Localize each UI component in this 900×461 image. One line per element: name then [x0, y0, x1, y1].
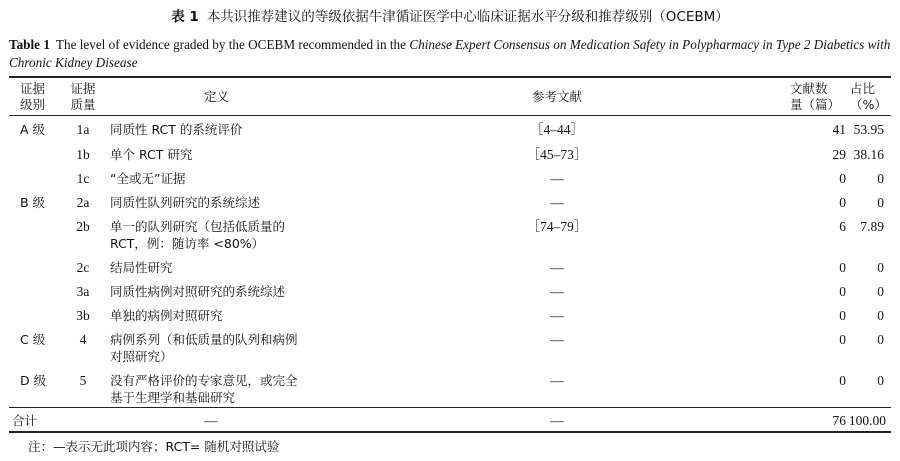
header-definition: 定义	[204, 89, 230, 104]
total-quality: —	[204, 413, 218, 428]
row-count: 0	[839, 260, 846, 275]
row-reference: —	[550, 195, 564, 210]
row-reference: ［4–44］	[530, 122, 584, 137]
table-label-cn: 表 1	[171, 9, 199, 25]
row-definition: 同质性 RCT 的系统评价	[110, 122, 243, 137]
header-count: 文献数 量（篇）	[790, 81, 841, 112]
row-reference: ［45–73］	[526, 147, 588, 162]
row-quality: 2c	[76, 260, 90, 275]
row-definition: 同质性队列研究的系统综述	[110, 195, 261, 210]
row-definition: 单一的队列研究（包括低质量的 RCT，例：随访率 <80%）	[110, 219, 286, 251]
header-percent: 占比 （%）	[850, 81, 887, 112]
row-percent: 0	[877, 284, 884, 299]
row-count: 0	[839, 373, 846, 388]
total-percent: 100.00	[848, 413, 886, 428]
row-percent: 0	[877, 332, 884, 347]
row-reference: —	[550, 171, 564, 186]
row-quality: 5	[79, 373, 87, 388]
row-quality: 3b	[76, 308, 90, 323]
total-rule	[9, 407, 891, 408]
row-count: 0	[839, 171, 846, 186]
row-level: B 级	[20, 195, 46, 210]
row-quality: 1a	[76, 122, 90, 137]
row-reference: —	[550, 308, 564, 323]
row-count: 0	[839, 332, 846, 347]
header-reference: 参考文献	[531, 89, 582, 104]
row-count: 6	[839, 219, 846, 234]
table-title-en-italic: Chinese Expert Consensus on Medication Safety in Polypharmacy in Type 2 Diabetics with Chronic Kidney Disease	[9, 37, 891, 70]
table-label-en: Table 1	[9, 37, 50, 52]
row-percent: 0	[877, 171, 884, 186]
header-quality: 证据 质量	[70, 81, 96, 112]
row-percent: 38.16	[853, 147, 884, 162]
row-definition: 单独的病例对照研究	[110, 308, 223, 323]
table-bottom-rule	[9, 431, 891, 433]
row-percent: 53.95	[853, 122, 884, 137]
row-percent: 0	[877, 260, 884, 275]
total-count: 76	[832, 413, 846, 428]
table-footnote: 注：—表示无此项内容；RCT= 随机对照试验	[28, 439, 280, 454]
total-label: 合计	[12, 413, 38, 428]
row-definition: 单个 RCT 研究	[110, 147, 193, 162]
row-definition: 没有严格评价的专家意见，或完全 基于生理学和基础研究	[110, 373, 298, 405]
row-count: 41	[832, 122, 846, 137]
row-reference: ［74–79］	[526, 219, 588, 234]
table-title-cn: 本共识推荐建议的等级依据牛津循证医学中心临床证据水平分级和推荐级别（OCEBM）	[206, 9, 729, 25]
table-title-en-plain: The level of evidence graded by the OCEBM recommended in the	[55, 37, 410, 52]
row-quality: 2a	[76, 195, 90, 210]
row-level: A 级	[20, 122, 46, 137]
total-reference: —	[550, 413, 564, 428]
row-percent: 7.89	[860, 219, 884, 234]
row-definition: 病例系列（和低质量的队列和病例 对照研究）	[110, 332, 298, 364]
row-level: C 级	[20, 332, 46, 347]
header-level: 证据 级别	[20, 81, 46, 112]
row-percent: 0	[877, 195, 884, 210]
row-quality: 4	[79, 332, 87, 347]
header-rule	[9, 115, 891, 116]
row-reference: —	[550, 332, 564, 347]
row-count: 0	[839, 308, 846, 323]
row-reference: —	[550, 373, 564, 388]
row-quality: 1c	[76, 171, 90, 186]
table-caption-cn	[0, 5, 900, 25]
row-definition: 结局性研究	[110, 260, 173, 275]
row-count: 29	[832, 147, 846, 162]
table-caption-en	[9, 36, 894, 72]
row-percent: 0	[877, 373, 884, 388]
table-top-rule	[9, 76, 891, 78]
row-reference: —	[550, 260, 564, 275]
row-definition: “全或无”证据	[110, 171, 186, 186]
row-level: D 级	[20, 373, 47, 388]
row-reference: —	[550, 284, 564, 299]
row-count: 0	[839, 195, 846, 210]
row-definition: 同质性病例对照研究的系统综述	[110, 284, 286, 299]
row-quality: 3a	[76, 284, 90, 299]
row-quality: 2b	[76, 219, 90, 234]
row-count: 0	[839, 284, 846, 299]
row-percent: 0	[877, 308, 884, 323]
row-quality: 1b	[76, 147, 90, 162]
